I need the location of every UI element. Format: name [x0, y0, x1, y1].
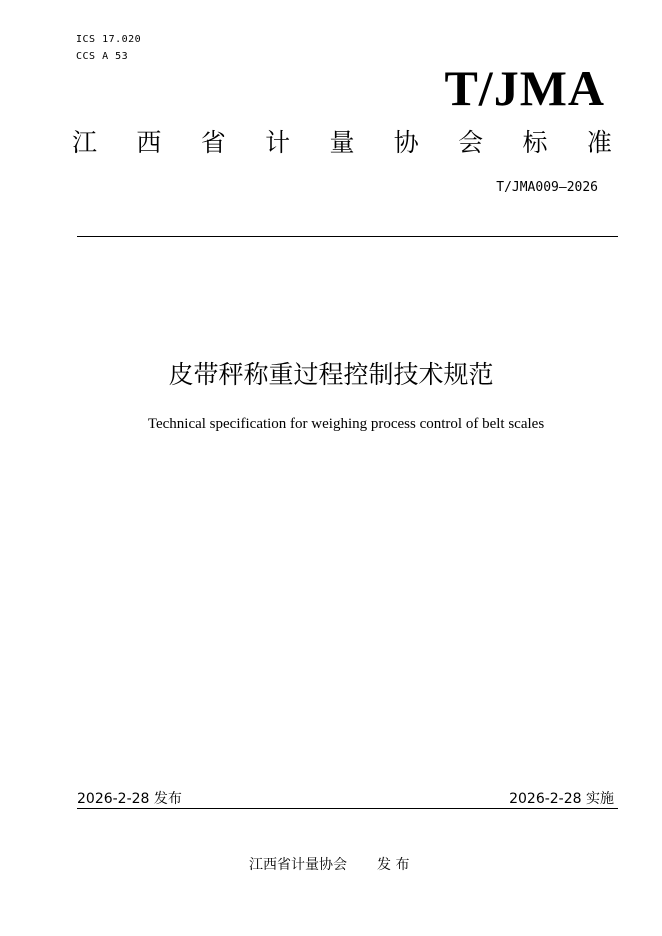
org-char: 标: [522, 128, 548, 157]
issue-date: 2026-2-28 发布: [77, 791, 182, 807]
org-char: 会: [458, 128, 484, 157]
ccs-code: CCS A 53: [76, 51, 129, 62]
org-char: 省: [200, 128, 226, 157]
publish-label: 发 布: [377, 857, 410, 873]
organization-standard-title: [72, 126, 612, 160]
org-char: 江: [72, 128, 98, 157]
document-title-chinese: 皮带秤称重过程控制技术规范: [168, 360, 494, 389]
standard-logo: T/JMA: [444, 60, 605, 116]
org-char: 西: [136, 128, 162, 157]
org-char: 量: [329, 128, 355, 157]
header-divider: [77, 236, 618, 237]
publisher-line: [249, 854, 409, 874]
standard-number: T/JMA009—2026: [496, 180, 598, 195]
implementation-date: 2026-2-28 实施: [509, 791, 614, 807]
org-char: 协: [393, 128, 419, 157]
org-char: 准: [586, 128, 612, 157]
org-char: 计: [265, 128, 291, 157]
document-title-english: Technical specification for weighing process control of belt scales: [147, 416, 545, 432]
footer-divider: [77, 808, 618, 809]
ics-code: ICS 17.020: [76, 34, 142, 45]
publisher-name: 江西省计量协会: [249, 857, 347, 873]
